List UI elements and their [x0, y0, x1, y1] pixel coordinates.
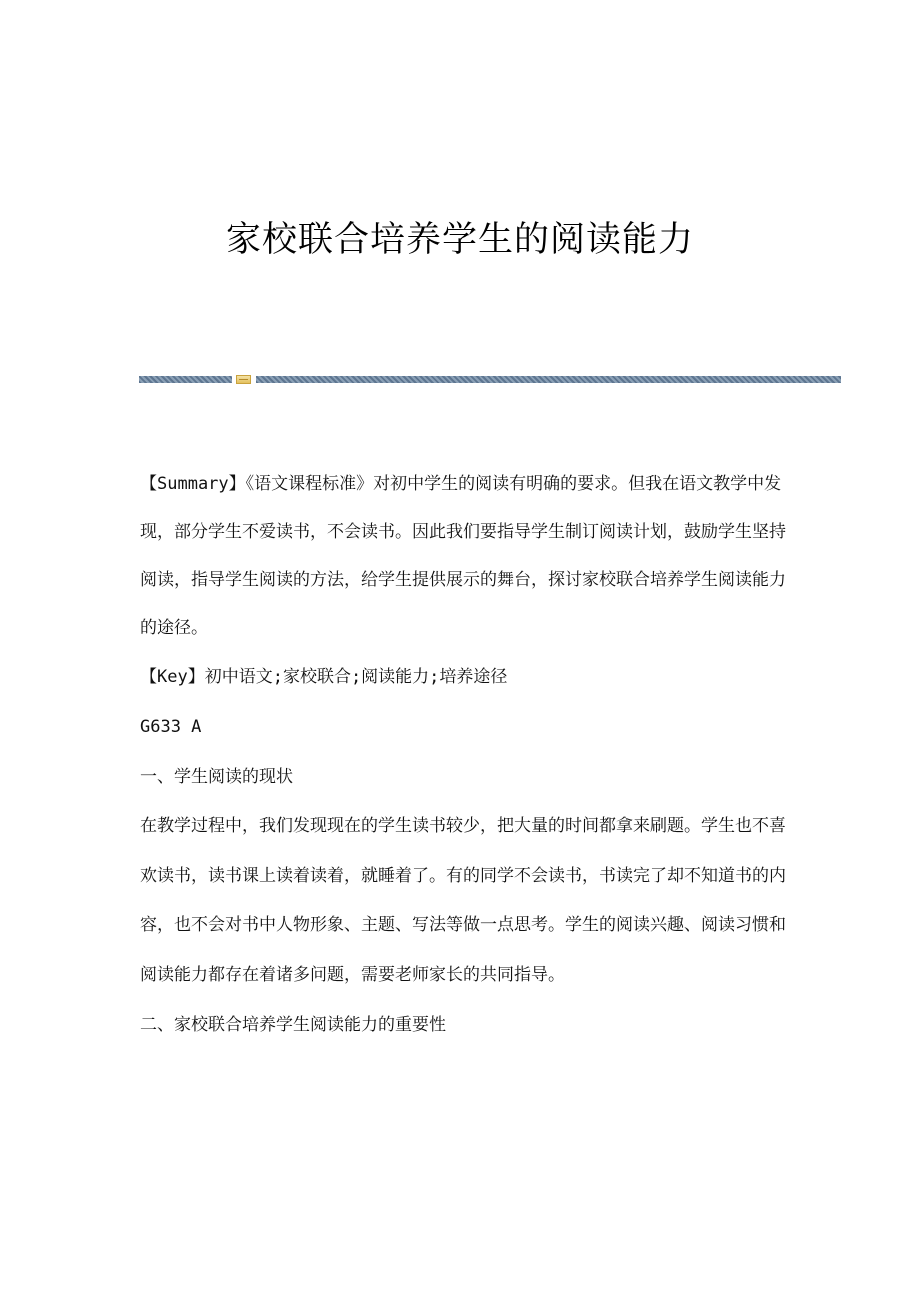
summary-paragraph: 【Summary】《语文课程标准》对初中学生的阅读有明确的要求。但我在语文教学中发现，部分学生不爱读书，不会读书。因此我们要指导学生制订阅读计划，鼓励学生坚持阅读，指导学生阅读的方法，给学生提供展示的舞台，探讨家校联合培养学生阅读能力的途径。	[140, 474, 786, 638]
keywords-line: 【Key】初中语文;家校联合;阅读能力;培养途径	[140, 667, 508, 687]
title-divider	[139, 375, 841, 384]
divider-bar-left	[139, 376, 232, 383]
document-title: 家校联合培养学生的阅读能力	[225, 220, 694, 260]
section-1-paragraph: 在教学过程中，我们发现现在的学生读书较少，把大量的时间都拿来刷题。学生也不喜欢读书，读书课上读着读着，就睡着了。有的同学不会读书，书读完了却不知道书的内容，也不会对书中人物形象、主题、写法等做一点思考。学生的阅读兴趣、阅读习惯和阅读能力都存在着诸多问题，需要老师家长的共同指导。	[140, 816, 786, 985]
document-body	[140, 470, 790, 1060]
divider-ornament-icon	[236, 375, 251, 384]
divider-bar-right	[256, 376, 841, 383]
section-2-heading: 二、家校联合培养学生阅读能力的重要性	[140, 1015, 446, 1035]
classification-line: G633 A	[140, 717, 202, 737]
section-1-heading: 一、学生阅读的现状	[140, 767, 293, 787]
